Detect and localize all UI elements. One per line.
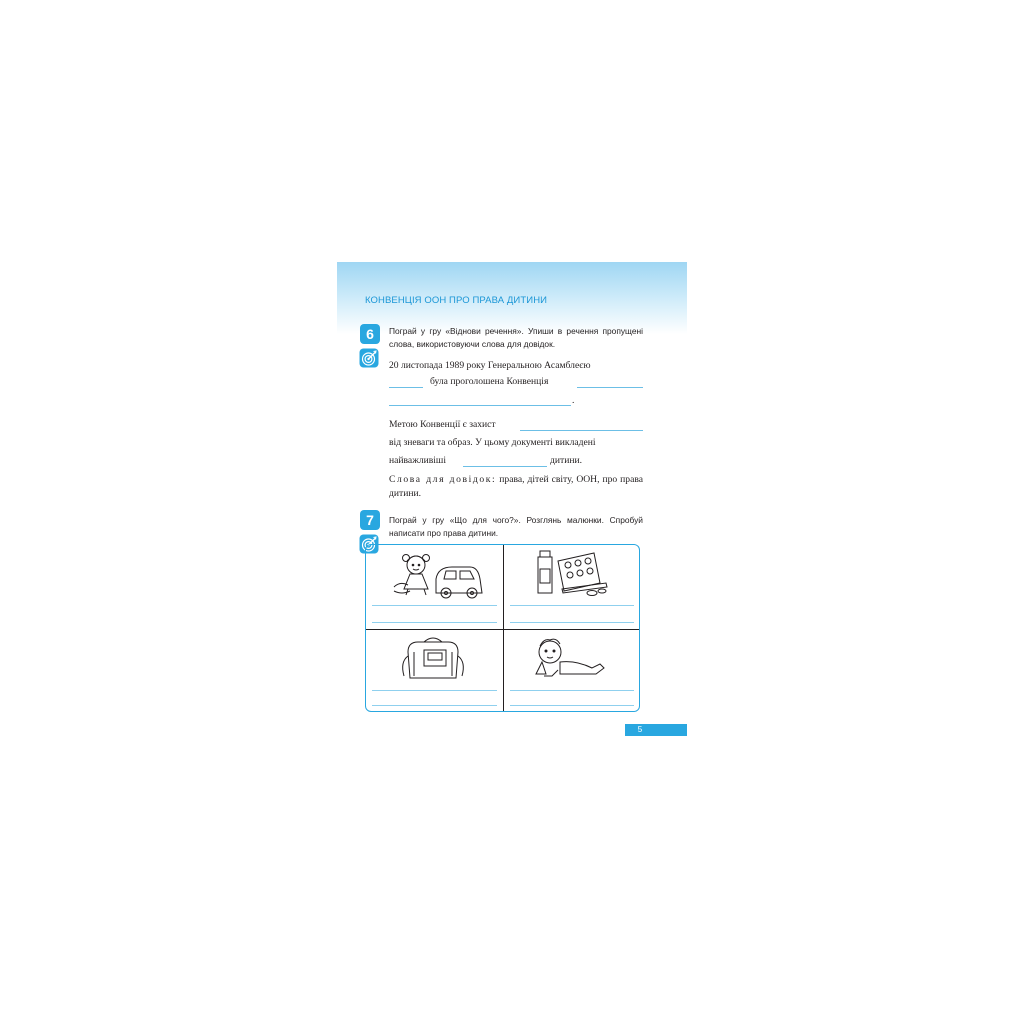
crawling-baby-icon <box>530 634 610 678</box>
write-line[interactable] <box>372 705 497 706</box>
blank-field-1[interactable] <box>389 387 423 388</box>
page-title: КОНВЕНЦІЯ ООН ПРО ПРАВА ДИТИНИ <box>365 295 548 306</box>
picture-cell-medicine-and-pills <box>504 545 639 629</box>
task-6-line-5: від зневаги та образ. У цьому документі викладені <box>389 437 596 448</box>
picture-cell-girl-with-toy-car <box>366 545 503 629</box>
girl-with-toy-car-icon <box>386 549 486 599</box>
task-6-instruction: Пограй у гру «Віднови речення». Упиши в речення пропущені слова, використовуючи слова для довідок. <box>389 326 643 349</box>
blank-field-3[interactable] <box>389 405 571 406</box>
blank-field-2[interactable] <box>577 387 643 388</box>
page-number: 5 <box>637 725 643 734</box>
write-line[interactable] <box>372 622 497 623</box>
task-7-instruction: Пограй у гру «Що для чого?». Розглянь малюнки. Спробуй написати про права дитини. <box>389 515 643 538</box>
workbook-page <box>337 262 687 762</box>
reference-words <box>389 473 643 501</box>
write-line[interactable] <box>510 622 634 623</box>
blank-field-4[interactable] <box>520 430 643 431</box>
task-6-line-4: Метою Конвенції є захист <box>389 419 496 430</box>
medicine-and-pills-icon <box>532 549 612 597</box>
write-line[interactable] <box>510 690 634 691</box>
task-6-number: 6 <box>360 324 380 344</box>
task-6-line-2: була проголошена Конвенція <box>430 376 549 387</box>
reference-words-list: права, дітей світу, ООН, про права дитини. <box>389 474 643 499</box>
task-7-number: 7 <box>360 510 380 530</box>
task-6-line-6-end: дитини. <box>550 455 583 466</box>
write-line[interactable] <box>372 605 497 606</box>
blank-field-5[interactable] <box>463 466 547 467</box>
write-line[interactable] <box>510 705 634 706</box>
target-with-pencil-icon <box>359 348 379 368</box>
footer-bar <box>625 724 687 736</box>
task-6-line-1: 20 листопада 1989 року Генеральною Асамблеєю <box>389 360 591 371</box>
task-6-line-3-end: . <box>572 395 575 406</box>
picture-cell-school-backpack <box>366 630 503 711</box>
reference-words-label: Слова для довідок: <box>389 474 497 485</box>
school-backpack-icon <box>398 636 468 680</box>
picture-grid <box>365 544 640 712</box>
task-6-line-6-start: найважливіші <box>389 455 446 466</box>
write-line[interactable] <box>510 605 634 606</box>
write-line[interactable] <box>372 690 497 691</box>
picture-cell-crawling-baby <box>504 630 639 711</box>
